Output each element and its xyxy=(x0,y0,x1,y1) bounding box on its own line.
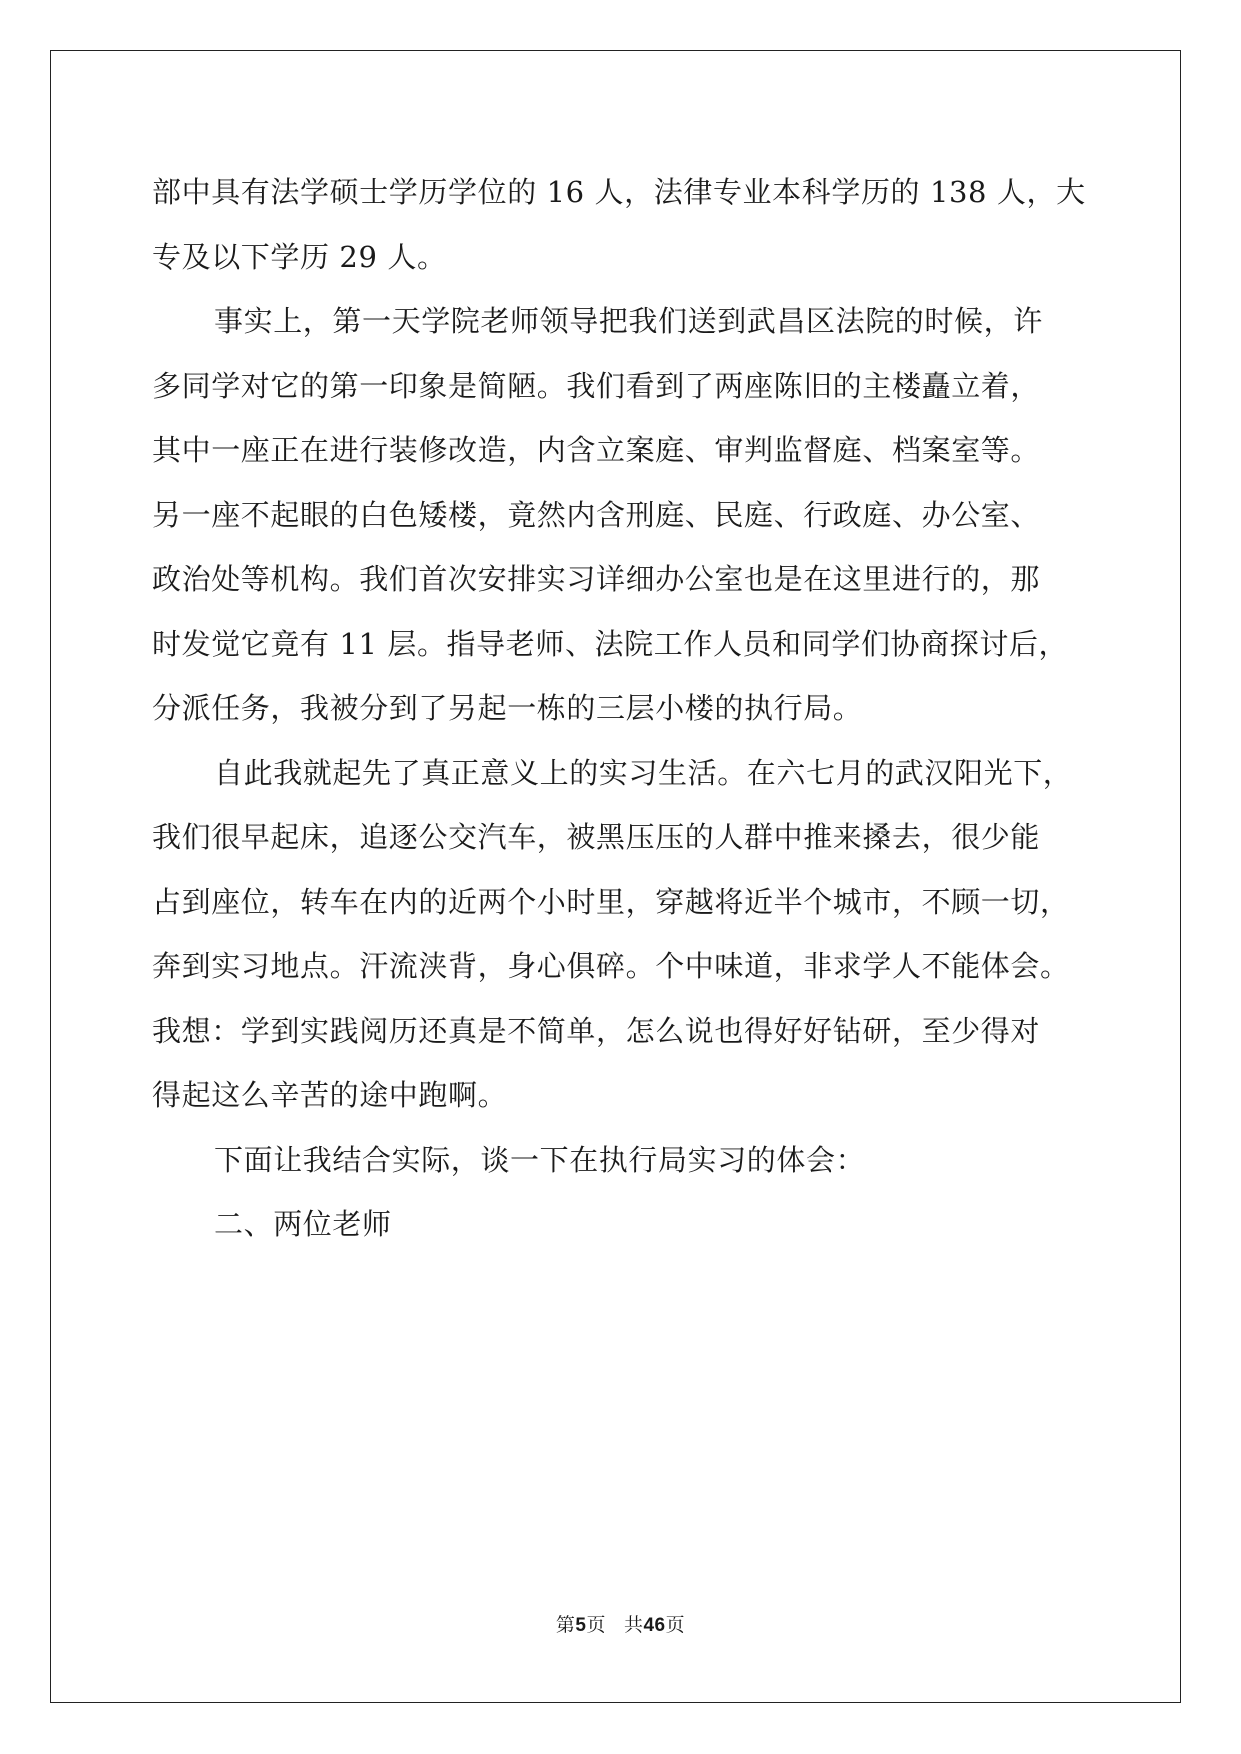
text-line: 奔到实习地点。汗流浃背，身心俱碎。个中味道，非求学人不能体会。 xyxy=(152,949,1070,983)
text-line: 占到座位，转车在内的近两个小时里，穿越将近半个城市，不顾一切， xyxy=(152,884,1070,919)
text-line: 其中一座正在进行装修改造，内含立案庭、审判监督庭、档案室等。 xyxy=(152,433,1041,467)
text-line: 部中具有法学硕士学历学位的 16 人，法律专业本科学历的 138 人，大 xyxy=(152,175,1086,209)
text-line: 分派任务，我被分到了另起一栋的三层小楼的执行局。 xyxy=(152,691,863,725)
text-line: 政治处等机构。我们首次安排实习详细办公室也是在这里进行的，那 xyxy=(152,562,1041,596)
text-line: 多同学对它的第一印象是简陋。我们看到了两座陈旧的主楼矗立着， xyxy=(152,368,1041,403)
text-line: 我们很早起床，追逐公交汽车，被黑压压的人群中推来搡去，很少能 xyxy=(152,820,1041,854)
page-footer xyxy=(0,1610,1241,1637)
text-line: 下面让我结合实际，谈一下在执行局实习的体会： xyxy=(214,1142,866,1177)
footer-total-suffix: 页 xyxy=(665,1614,686,1636)
footer-prefix: 第 xyxy=(555,1614,576,1636)
text-line: 时发觉它竟有 11 层。指导老师、法院工作人员和同学们协商探讨后， xyxy=(152,626,1069,661)
footer-page-suffix: 页 xyxy=(586,1614,606,1636)
footer-total-prefix: 共 xyxy=(623,1614,644,1636)
text-line: 专及以下学历 29 人。 xyxy=(152,239,447,274)
current-page-number: 5 xyxy=(575,1615,587,1636)
text-line: 自此我就起先了真正意义上的实习生活。在六七月的武汉阳光下， xyxy=(214,755,1073,790)
text-line: 另一座不起眼的白色矮楼，竟然内含刑庭、民庭、行政庭、办公室、 xyxy=(152,497,1041,532)
text-line: 得起这么辛苦的途中跑啊。 xyxy=(152,1078,508,1112)
section-heading: 二、两位老师 xyxy=(214,1207,392,1241)
body-text xyxy=(152,160,1112,1257)
text-line: 事实上，第一天学院老师领导把我们送到武昌区法院的时候，许 xyxy=(214,304,1043,338)
document-body xyxy=(152,160,1112,1257)
text-line: 我想：学到实践阅历还真是不简单，怎么说也得好好钻研，至少得对 xyxy=(152,1013,1041,1048)
total-page-count: 46 xyxy=(643,1615,666,1636)
